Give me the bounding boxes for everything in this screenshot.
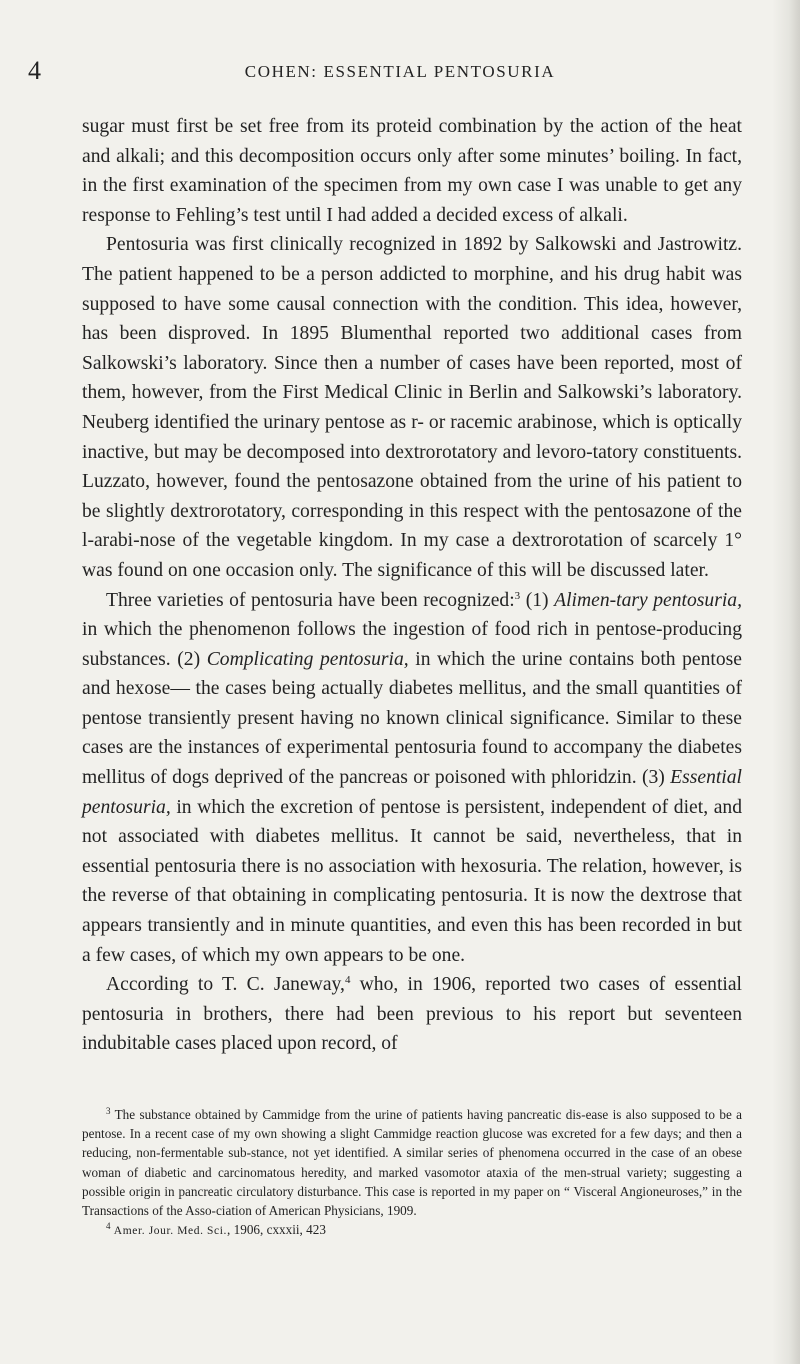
running-head: COHEN: ESSENTIAL PENTOSURIA [244, 62, 556, 81]
term-essential-pentosuria: Essential pentosuria, [82, 767, 742, 818]
paragraph-3-intro: Three varieties of pentosuria have been recognized: [106, 589, 515, 611]
footnote-3 [82, 1105, 742, 1220]
paragraph-3 [82, 586, 742, 971]
paragraph-4 [82, 970, 742, 1059]
footnote-4-marker: 4 [106, 1221, 111, 1232]
footnote-4 [82, 1220, 742, 1241]
footnote-3-marker: 3 [106, 1106, 111, 1116]
paragraph-4-text: who, in 1906, reported two cases of essential pentosuria in brothers, there had been previous to his report but seventeen indubitable cases placed upon record, of [82, 974, 742, 1055]
footnote-ref-3: 3 [514, 589, 521, 602]
paragraph-1: sugar must first be set free from its proteid combination by the action of the heat and alkali; and this decomposition occurs only after some minutes’ boiling. In fact, in the first examination of the specimen from my own case I was unable to get any response to Fehling’s test until I had added a decided excess of alkali. [82, 116, 742, 226]
paragraph-3-text: in which the urine contains both pentose and hexose— the cases being actually diabetes mellitus, and the small quantities of pentose transiently present having no known clinical significance. Similar to these cases are the instances of experimental pentosuria found to accompany the diabetes mellitus of dogs deprived of the pancreas or poisoned with phloridzin. (3) [82, 648, 742, 789]
footnote-ref-4: 4 [344, 974, 351, 987]
page-header [0, 56, 800, 86]
paragraph-4-intro: According to T. C. Janeway, [106, 974, 345, 996]
page-number: 4 [28, 56, 41, 85]
paragraph-3-text: in which the phenomenon follows the ingestion of food rich in pentose-producing substances. (2) [82, 619, 742, 670]
page-edge-shadow [772, 0, 800, 1364]
footnote-4-citation: , 1906, cxxxii, 423 [227, 1222, 326, 1238]
footnote-4-journal: Amer. Jour. Med. Sci. [113, 1225, 228, 1238]
paragraph-3-text: (1) [520, 589, 555, 611]
footnote-3-text: The substance obtained by Cammidge from the urine of patients having pancreatic dis-ease is also supposed to be a pentose. In a recent case of my own showing a slight Cammidge reaction glucose was excreted for a few days; and then a reducing, non-fermentable sub-stance, not yet identified. A similar series of phenomena occurred in the case of an obese woman of diabetic and carcinomatous heredity, and marked vasomotor ataxia of the men-strual variety; suggesting a possible origin in pancreatic circulatory disturbance. This case is reported in my paper on “ Visceral Angioneuroses,” in the Transactions of the Asso-ciation of American Physicians, 1909. [82, 1107, 742, 1219]
paragraph-3-text: in which the excretion of pentose is persistent, independent of diet, and not associated with diabetes mellitus. It cannot be said, nevertheless, that in essential pentosuria there is no association with hexosuria. The relation, however, is the reverse of that obtaining in complicating pentosuria. It is now the dextrose that appears transiently and in minute quantities, and even this has been recorded in but a few cases, of which my own appears to be one. [82, 796, 742, 966]
term-alimentary-pentosuria: Alimen-tary pentosuria, [554, 589, 742, 611]
paragraph-2: Pentosuria was first clinically recognized in 1892 by Salkowski and Jastrowitz. The patient happened to be a person addicted to morphine, and his drug habit was supposed to have some causal connection with the condition. This idea, however, has been disproved. In 1895 Blumenthal reported two additional cases from Salkowski’s laboratory. Since then a number of cases have been reported, most of them, however, from the First Medical Clinic in Berlin and Salkowski’s laboratory. Neuberg identified the urinary pentose as r- or racemic arabinose, which is optically inactive, but may be decomposed into dextrorotatory and levoro-tatory constituents. Luzzato, however, found the pentosazone obtained from the urine of his patient to be slightly dextrorotatory, corresponding in this respect with the pentosazone of the l-arabi-nose of the vegetable kingdom. In my case a dextrorotation of scarcely 1° was found on one occasion only. The significance of this will be discussed later. [82, 234, 742, 581]
body-text [82, 112, 742, 1059]
footnotes [82, 1105, 742, 1241]
term-complicating-pentosuria: Complicating pentosuria, [206, 648, 409, 670]
